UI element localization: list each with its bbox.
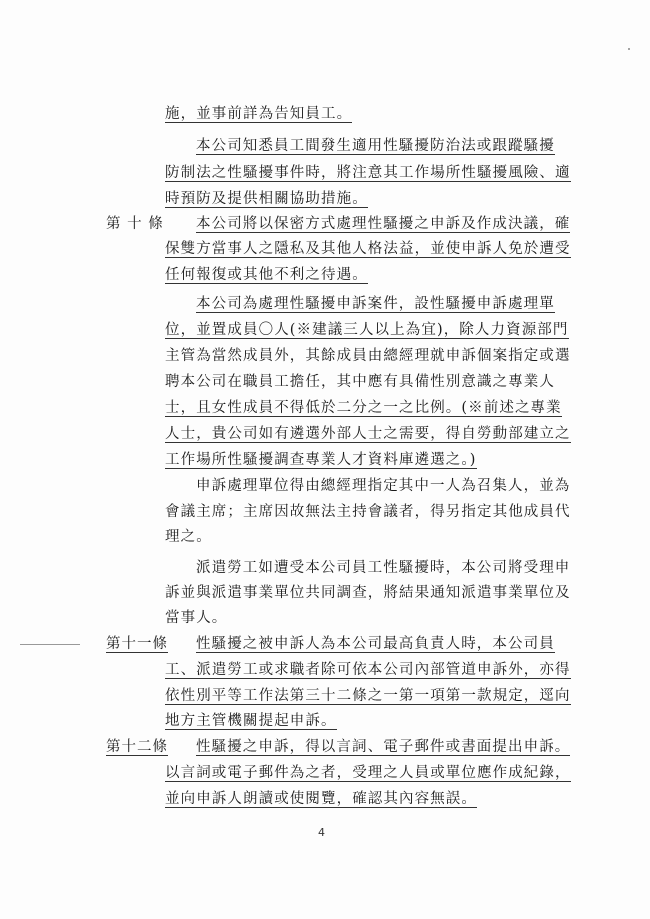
plain-text: 申訴處理單位得由總經理指定其中一人為召集人，並為	[196, 478, 571, 494]
underlined-text: 以言詞或電子郵件為之者，受理之人員或單位應作成紀錄，	[165, 765, 571, 781]
plain-text: 派遣勞工如遭受本公司員工性騷擾時，本公司將受理申	[196, 560, 571, 576]
plain-text: 理之。	[165, 529, 212, 545]
text-line	[165, 502, 571, 522]
article-number-12	[106, 737, 168, 757]
underlined-text: 性騷擾之被申訴人為本公司最高負責人時，本公司員	[196, 636, 555, 652]
underlined-text: 人士，貴公司如有遴選外部人士之需要，得自勞動部建立之	[165, 426, 571, 442]
article-number-11	[106, 634, 168, 654]
text-line	[165, 163, 571, 183]
text-line	[196, 476, 570, 496]
text-line	[165, 450, 477, 470]
text-line	[165, 398, 562, 418]
text-line	[165, 583, 571, 603]
text-line	[165, 527, 212, 547]
plain-text: 當事人。	[165, 610, 228, 626]
plain-text: 會議主席；主席因故無法主持會議者，得另指定其他成員代	[165, 504, 571, 520]
text-line	[165, 711, 337, 731]
underlined-text: 工、派遣勞工或求職者除可依本公司內部管道申訴外，亦得	[165, 662, 571, 678]
text-line	[165, 346, 571, 366]
underlined-text: 本公司為處理性騷擾申訴案件，設性騷擾申訴處理單	[196, 296, 555, 312]
text-line	[196, 558, 570, 578]
text-line	[165, 608, 227, 628]
text-line	[196, 214, 570, 234]
text-line	[165, 789, 477, 809]
underlined-text: 第十二條	[106, 739, 168, 755]
underlined-text: 性騷擾之申訴，得以言詞、電子郵件或書面提出申訴。	[196, 739, 571, 755]
text-line	[165, 189, 368, 209]
plain-text: 主管為當然成員外，其餘成員由總經理就申訴個案指定或選	[165, 348, 571, 364]
plain-text: 訴並與派遣事業單位共同調查，將結果通知派遣事業單位及	[165, 585, 571, 601]
underlined-text: 時預防及提供相關協助措施。	[165, 191, 368, 207]
text-line	[196, 136, 555, 156]
scan-mark	[20, 644, 80, 645]
underlined-text: 施，並事前詳為告知員工。	[165, 106, 353, 122]
underlined-text: 第十一條	[106, 636, 168, 652]
article-number-10: 第 十 條	[106, 216, 164, 232]
underlined-text: 並向申訴人朗讀或使閱覽，確認其內容無誤。	[165, 791, 477, 807]
text-line	[196, 737, 570, 757]
underlined-text: 任何報復或其他不利之待遇。	[165, 267, 368, 283]
text-line	[165, 763, 571, 783]
underlined-text: 保雙方當事人之隱私及其他人格法益，並使申訴人免於遭受	[165, 241, 571, 257]
scan-speck	[628, 48, 630, 50]
underlined-text: 依性別平等工作法第三十二條之一第一項第一款規定，逕向	[165, 688, 571, 704]
text-line	[165, 686, 571, 706]
text-line	[165, 424, 571, 444]
underlined-text: 士，且女性成員不得低於二分之一之比例。(※前述之專業	[165, 400, 562, 416]
text-line	[165, 660, 571, 680]
text-line	[165, 265, 368, 285]
text-line	[165, 320, 569, 340]
underlined-text: 本公司知悉員工間發生適用性騷擾防治法或跟蹤騷擾	[196, 138, 555, 154]
underlined-text: 防制法之性騷擾事件時，將注意其工作場所性騷擾風險、適	[165, 165, 571, 181]
plain-text: 聘本公司在職員工擔任，其中應有具備性別意識之專業人	[165, 374, 555, 390]
text-line	[196, 294, 555, 314]
underlined-text: 本公司將以保密方式處理性騷擾之申訴及作成決議，確	[196, 216, 571, 232]
text-line	[165, 239, 571, 259]
text-line	[196, 634, 555, 654]
text-line	[165, 104, 352, 124]
underlined-text: 工作場所性騷擾調查專業人才資料庫遴選之。)	[165, 452, 477, 468]
page-number: 4	[318, 826, 325, 839]
underlined-text: 位，並置成員〇人(※建議三人以上為宜)，除人力資源部門	[165, 322, 569, 338]
underlined-text: 地方主管機關提起申訴。	[165, 713, 337, 729]
text-line	[165, 372, 555, 392]
